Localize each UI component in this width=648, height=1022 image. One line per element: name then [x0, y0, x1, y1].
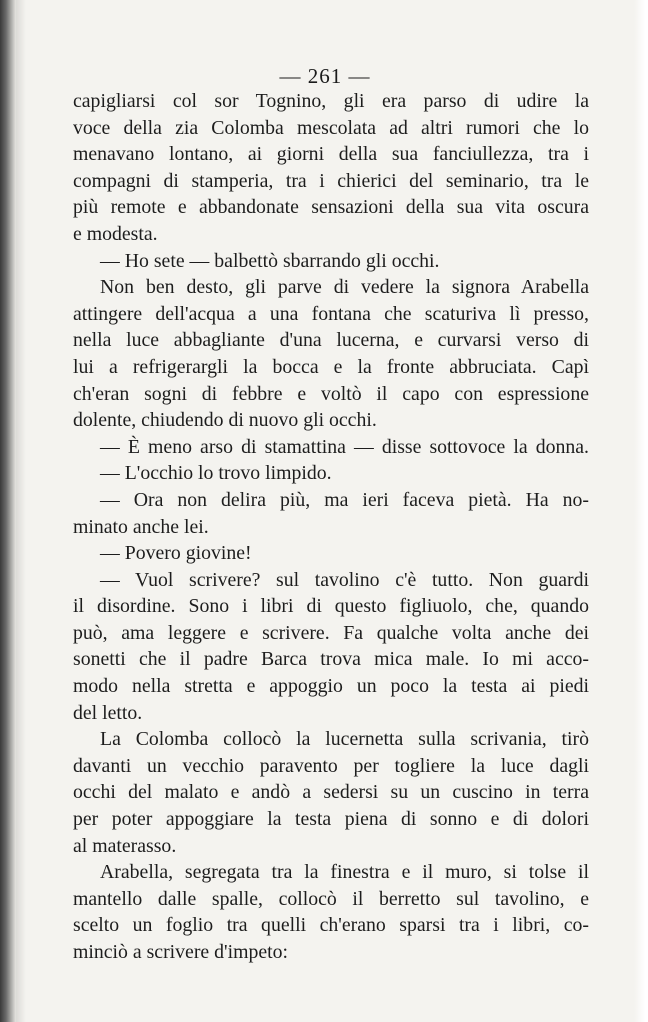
text-line: menavano lontano, ai giorni della sua fanciullezza, tra i	[73, 143, 589, 166]
text-line: più remote e abbandonate sensazioni della sua vita oscura	[73, 196, 589, 219]
text-line: — Ora non delira più, ma ieri faceva pietà. Ha no-	[100, 488, 589, 511]
text-line: sonetti che il padre Barca trova mica male. Io mi acco-	[73, 648, 589, 671]
text-line: compagni di stamperia, tra i chierici del seminario, tra le	[73, 169, 589, 192]
text-line: attingere dell'acqua a una fontana che scaturiva lì presso,	[73, 302, 589, 325]
text-line: al materasso.	[73, 834, 177, 857]
text-line: — L'occhio lo trovo limpido.	[100, 462, 332, 485]
text-line: mantello dalle spalle, collocò il berretto sul tavolino, e	[73, 887, 589, 910]
text-line: scelto un foglio tra quelli ch'erano sparsi tra i libri, co-	[73, 914, 589, 937]
text-line: — Vuol scrivere? sul tavolino c'è tutto. Non guardi	[100, 568, 589, 591]
text-line: Non ben desto, gli parve di vedere la signora Arabella	[100, 276, 589, 299]
text-line: — Povero giovine!	[100, 542, 252, 565]
text-line: per poter appoggiare la testa piena di sonno e di dolori	[73, 808, 589, 831]
spine-shadow	[16, 0, 26, 1022]
text-line: lui a refrigerargli la bocca e la fronte abbruciata. Capì	[73, 355, 589, 378]
text-line: modo nella stretta e appoggio un poco la testa ai piedi	[73, 675, 589, 698]
text-line: voce della zia Colomba mescolata ad altri rumori che lo	[73, 116, 589, 139]
text-line: minato anche lei.	[73, 515, 209, 538]
text-line: e modesta.	[73, 222, 158, 245]
page-number: — 261 —	[279, 64, 371, 88]
text-line: Arabella, segregata tra la finestra e il muro, si tolse il	[100, 861, 589, 884]
text-line: davanti un vecchio paravento per togliere la luce dagli	[73, 754, 589, 777]
text-line: minciò a scrivere d'impeto:	[73, 941, 289, 963]
text-line: — Ho sete — balbettò sbarrando gli occhi.	[100, 249, 440, 272]
text-line: dolente, chiudendo di nuovo gli occhi.	[73, 409, 377, 432]
text-line: — È meno arso di stamattina — disse sottovoce la donna.	[100, 435, 589, 458]
book-spine	[0, 0, 16, 1022]
text-line: nella luce abbagliante d'una lucerna, e curvarsi verso di	[73, 329, 589, 352]
text-line: capigliarsi col sor Tognino, gli era parso di udire la	[73, 90, 589, 112]
text-line: La Colomba collocò la lucernetta sulla scrivania, tirò	[100, 728, 589, 751]
text-line: del letto.	[73, 701, 143, 724]
text-line: ch'eran sogni di febbre e voltò il capo con espressione	[73, 382, 589, 405]
text-line: il disordine. Sono i libri di questo figliuolo, che, quando	[73, 595, 589, 618]
body-text	[73, 88, 589, 966]
text-line: può, ama leggere e scrivere. Fa qualche volta anche dei	[73, 621, 589, 644]
text-line: occhi del malato e andò a sedersi su un cuscino in terra	[73, 781, 589, 804]
page-edge	[634, 0, 648, 1022]
